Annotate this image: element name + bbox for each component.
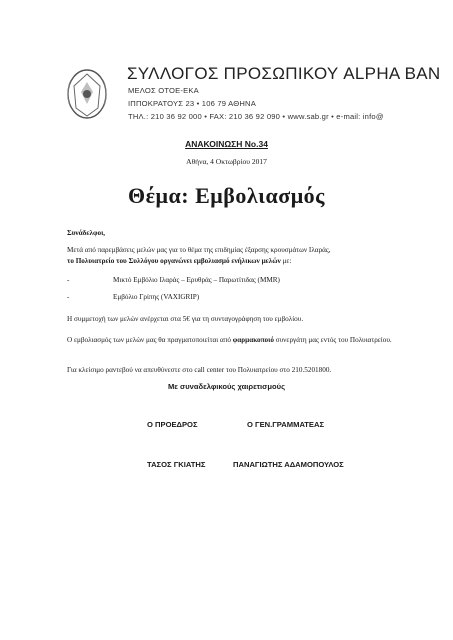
intro-line-1: Μετά από παρεμβάσεις μελών μας για το θέμα της επιδημίας έξαρσης κρουσμάτων Ιλαράς, [67,246,331,254]
signature-title-secretary: Ο ΓΕΝ.ΓΡΑΜΜΑΤΕΑΣ [247,420,325,429]
org-address: ΙΠΠΟΚΡΑΤΟΥΣ 23 • 106 79 ΑΘΗΝΑ [128,99,256,108]
paragraph-pharmacist [67,335,412,346]
bullet-dash: - [67,276,70,284]
pharmacist-text-start: Ο εμβολιασμός των μελών μας θα πραγματοποιείται από [67,336,233,344]
union-logo-icon [62,64,112,124]
intro-bold-text: το Πολυιατρείο του Συλλόγου οργανώνει εμβολιασμό ενήλικων μελών [67,256,281,265]
greeting: Συνάδελφοι, [67,229,106,237]
closing-greeting: Με συναδελφικούς χαιρετισμούς [167,382,286,391]
list-item-mmr: Μικτό Εμβόλιο Ιλαράς – Ερυθράς – Παρωτίτιδας (MMR) [113,276,280,284]
list-item-vaxigrip: Εμβόλιο Γρίπης (VAXIGRIP) [113,293,200,301]
signature-name-secretary: ΠΑΝΑΓΙΩΤΗΣ ΑΔΑΜΟΠΟΥΛΟΣ [233,460,344,469]
paragraph-intro [67,245,397,266]
org-name: ΣΥΛΛΟΓΟΣ ΠΡΟΣΩΠΙΚΟΥ ALPHA BAN [127,64,441,83]
announcement-number: ΑΝΑΚΟΙΝΩΣΗ Νο.34 [185,139,268,149]
document-date: Αθήνα, 4 Οκτωβρίου 2017 [186,157,267,166]
paragraph-appointment: Για κλείσιμο ραντεβού να απευθύνεστε στο call center του Πολυιατρείου στο 210.5201800. [67,366,332,374]
org-membership: ΜΕΛΟΣ ΟΤΟΕ-ΕΚΑ [128,86,199,95]
pharmacist-text-end: συνεργάτη μας εντός του Πολυιατρείου. [273,336,392,344]
pharmacist-bold: φαρμακοποιό [232,336,274,344]
subject-heading: Θέμα: Εμβολιασμός [128,183,325,208]
signature-name-president: ΤΑΣΟΣ ΓΚΙΑΤΗΣ [147,460,206,469]
intro-line-2-rest: με: [280,256,292,265]
paragraph-cost: Η συμμετοχή των μελών ανέρχεται στα 5€ για τη συνταγογράφηση του εμβολίου. [67,315,304,323]
bullet-dash: - [67,293,70,301]
org-contact: ΤΗΛ.: 210 36 92 000 • FAX: 210 36 92 090 • www.sab.gr • e-mail: info@ [128,112,384,121]
signature-title-president: Ο ΠΡΟΕΔΡΟΣ [147,420,198,429]
